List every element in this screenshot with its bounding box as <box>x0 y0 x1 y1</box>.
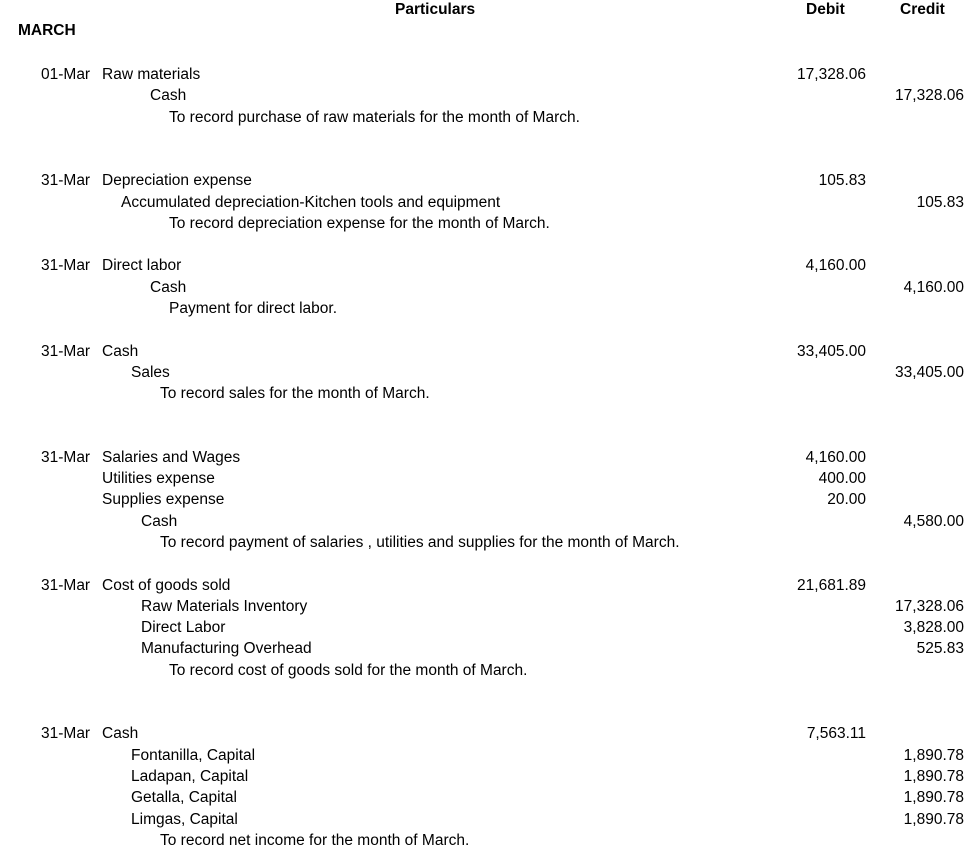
credit-account: Ladapan, Capital <box>131 768 249 785</box>
credit-account: Raw Materials Inventory <box>141 598 308 615</box>
entry-date: 31-Mar <box>41 577 91 594</box>
debit-amount: 17,328.06 <box>797 66 866 83</box>
credit-amount: 1,890.78 <box>903 768 964 785</box>
debit-account: Supplies expense <box>102 491 225 508</box>
debit-amount: 4,160.00 <box>805 257 866 274</box>
debit-header: Debit <box>806 1 845 18</box>
debit-account: Cash <box>102 725 139 742</box>
credit-account: Accumulated depreciation-Kitchen tools and equipment <box>121 194 501 211</box>
credit-account: Cash <box>141 513 178 530</box>
debit-account: Depreciation expense <box>102 172 252 189</box>
debit-account: Salaries and Wages <box>102 449 241 466</box>
debit-amount: 105.83 <box>818 172 866 189</box>
credit-amount: 4,160.00 <box>903 279 964 296</box>
entry-date: 31-Mar <box>41 257 91 274</box>
credit-amount: 17,328.06 <box>895 87 964 104</box>
debit-amount: 20.00 <box>827 491 866 508</box>
month-label: MARCH <box>18 22 76 39</box>
credit-amount: 1,890.78 <box>903 789 964 806</box>
debit-account: Raw materials <box>102 66 201 83</box>
credit-amount: 17,328.06 <box>895 598 964 615</box>
credit-header: Credit <box>900 1 945 18</box>
debit-amount: 21,681.89 <box>797 577 866 594</box>
credit-account: Limgas, Capital <box>131 811 238 828</box>
credit-account: Sales <box>131 364 170 381</box>
debit-account: Utilities expense <box>102 470 215 487</box>
debit-account: Direct labor <box>102 257 182 274</box>
credit-account: Fontanilla, Capital <box>131 747 256 764</box>
credit-amount: 525.83 <box>916 640 964 657</box>
credit-amount: 1,890.78 <box>903 747 964 764</box>
entry-note: Payment for direct labor. <box>169 300 337 317</box>
entry-note: To record payment of salaries , utilities and supplies for the month of March. <box>160 534 680 551</box>
credit-amount: 105.83 <box>916 194 964 211</box>
credit-amount: 33,405.00 <box>895 364 964 381</box>
credit-account: Manufacturing Overhead <box>141 640 312 657</box>
entry-date: 31-Mar <box>41 725 91 742</box>
entry-date: 31-Mar <box>41 449 91 466</box>
entry-note: To record sales for the month of March. <box>160 385 430 402</box>
credit-account: Cash <box>150 279 187 296</box>
debit-amount: 400.00 <box>818 470 866 487</box>
entry-note: To record depreciation expense for the month of March. <box>169 215 550 232</box>
entry-date: 01-Mar <box>41 66 91 83</box>
credit-account: Direct Labor <box>141 619 226 636</box>
credit-amount: 3,828.00 <box>903 619 964 636</box>
credit-amount: 4,580.00 <box>903 513 964 530</box>
entry-note: To record cost of goods sold for the month of March. <box>169 662 528 679</box>
debit-account: Cost of goods sold <box>102 577 231 594</box>
entry-date: 31-Mar <box>41 343 91 360</box>
debit-account: Cash <box>102 343 139 360</box>
debit-amount: 7,563.11 <box>806 725 866 742</box>
debit-amount: 33,405.00 <box>797 343 866 360</box>
particulars-header: Particulars <box>395 1 476 18</box>
debit-amount: 4,160.00 <box>805 449 866 466</box>
entry-date: 31-Mar <box>41 172 91 189</box>
entry-note: To record purchase of raw materials for the month of March. <box>169 109 580 126</box>
credit-account: Getalla, Capital <box>131 789 237 806</box>
credit-account: Cash <box>150 87 187 104</box>
credit-amount: 1,890.78 <box>903 811 964 828</box>
entry-note: To record net income for the month of March. <box>160 832 470 849</box>
